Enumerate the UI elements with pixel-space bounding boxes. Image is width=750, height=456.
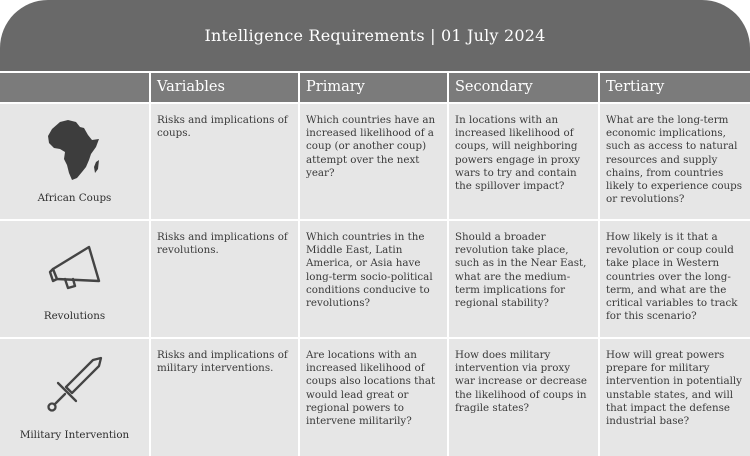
cell-tertiary: How will great powers prepare for military intervention in potentially unstable states, and will that impact the defense industrial base? xyxy=(600,339,750,456)
cell-secondary: In locations with an increased likelihood of coups, will neighboring powers engage in proxy wars to try and contain the spillover impact? xyxy=(449,104,598,219)
cell-primary: Are locations with an increased likelihood of coups also locations that would lead great or regional powers to intervene militarily? xyxy=(300,339,447,456)
header-secondary: Secondary xyxy=(449,73,598,102)
cell-variables: Risks and implications of military interventions. xyxy=(151,339,298,456)
row-label-revolutions xyxy=(0,221,149,337)
row-label-text: Revolutions xyxy=(43,310,106,322)
africa-map-icon xyxy=(46,119,102,181)
cell-primary: Which countries have an increased likelihood of a coup (or another coup) attempt over the next year? xyxy=(300,104,447,219)
header-primary: Primary xyxy=(300,73,447,102)
cell-secondary: Should a broader revolution take place, such as in the Near East, what are the medium-term implications for regional stability? xyxy=(449,221,598,337)
cell-variables: Risks and implications of coups. xyxy=(151,104,298,219)
cell-primary: Which countries in the Middle East, Latin America, or Asia have long-term socio-political conditions conducive to revolutions? xyxy=(300,221,447,337)
sword-icon xyxy=(44,355,106,415)
row-label-text: Military Intervention xyxy=(19,429,130,441)
header-blank-cell xyxy=(0,73,149,102)
cell-tertiary: How likely is it that a revolution or coup could take place in Western countries over the long-term, and what are the critical variables to track for this scenario? xyxy=(600,221,750,337)
row-label-military-intervention xyxy=(0,339,149,456)
header-variables: Variables xyxy=(151,73,298,102)
page-title: Intelligence Requirements | 01 July 2024 xyxy=(204,26,546,45)
row-label-african-coups xyxy=(0,104,149,219)
row-label-text: African Coups xyxy=(37,192,112,204)
cell-secondary: How does military intervention via proxy war increase or decrease the likelihood of coups in fragile states? xyxy=(449,339,598,456)
megaphone-icon xyxy=(45,241,105,293)
cell-tertiary: What are the long-term economic implications, such as access to natural resources and supply chains, from countries likely to experience coups or revolutions? xyxy=(600,104,750,219)
title-banner xyxy=(0,0,750,71)
cell-variables: Risks and implications of revolutions. xyxy=(151,221,298,337)
header-tertiary: Tertiary xyxy=(600,73,750,102)
